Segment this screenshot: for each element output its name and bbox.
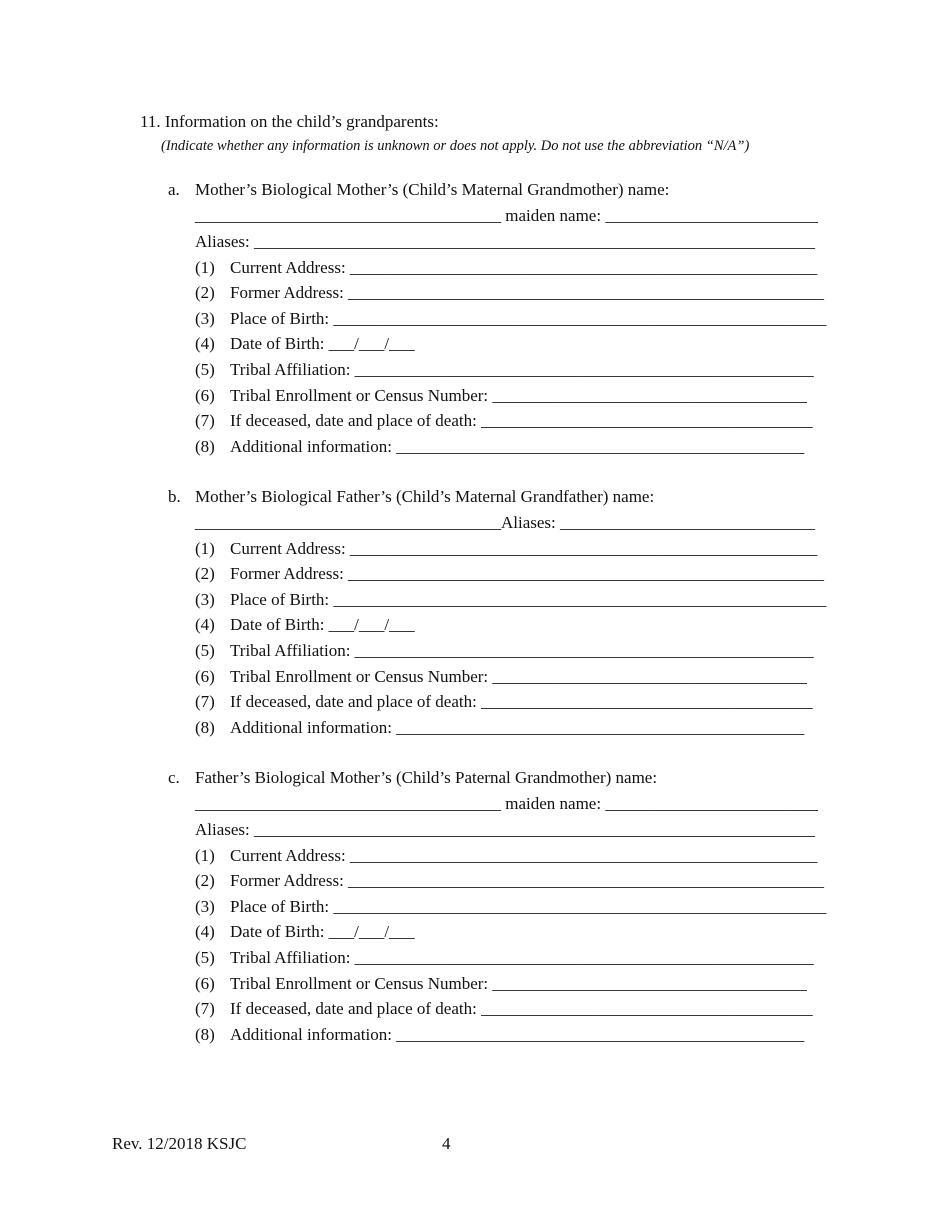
item-number: (2) [195, 564, 215, 583]
question-instructions: (Indicate whether any information is unknown or does not apply. Do not use the abbreviation “N/A”) [161, 138, 750, 154]
name-field[interactable]: ____________________________________ maiden name: _________________________ [195, 794, 818, 813]
name-aliases-field[interactable]: ____________________________________Aliases: ______________________________ [195, 513, 816, 532]
section-letter: a. [168, 180, 180, 199]
additional-info-field[interactable]: Additional information: ________________________________________________ [230, 437, 805, 456]
item-number: (6) [195, 974, 215, 993]
item-number: (5) [195, 360, 215, 379]
item-number: (8) [195, 718, 215, 737]
additional-info-field[interactable]: Additional information: ________________________________________________ [230, 1025, 805, 1044]
item-number: (5) [195, 948, 215, 967]
item-number: (7) [195, 692, 215, 711]
footer-page-number: 4 [442, 1134, 451, 1153]
item-number: (3) [195, 590, 215, 609]
aliases-field[interactable]: Aliases: __________________________________________________________________ [195, 820, 816, 839]
question-heading: 11. Information on the child’s grandparents: [140, 112, 439, 131]
date-of-birth-field[interactable]: Date of Birth: ___/___/___ [230, 615, 415, 634]
item-number: (2) [195, 871, 215, 890]
tribal-affiliation-field[interactable]: Tribal Affiliation: ______________________________________________________ [230, 641, 814, 660]
section-title: Mother’s Biological Father’s (Child’s Maternal Grandfather) name: [195, 487, 655, 506]
date-of-birth-field[interactable]: Date of Birth: ___/___/___ [230, 334, 415, 353]
tribal-enrollment-field[interactable]: Tribal Enrollment or Census Number: _____________________________________ [230, 386, 807, 405]
item-number: (6) [195, 667, 215, 686]
additional-info-field[interactable]: Additional information: ________________________________________________ [230, 718, 805, 737]
item-number: (7) [195, 999, 215, 1018]
current-address-field[interactable]: Current Address: _______________________________________________________ [230, 846, 818, 865]
item-number: (3) [195, 309, 215, 328]
former-address-field[interactable]: Former Address: ________________________________________________________ [230, 564, 825, 583]
item-number: (1) [195, 258, 215, 277]
item-number: (8) [195, 437, 215, 456]
tribal-affiliation-field[interactable]: Tribal Affiliation: ______________________________________________________ [230, 948, 814, 967]
aliases-field[interactable]: Aliases: __________________________________________________________________ [195, 232, 816, 251]
item-number: (4) [195, 615, 215, 634]
current-address-field[interactable]: Current Address: _______________________________________________________ [230, 258, 818, 277]
place-of-birth-field[interactable]: Place of Birth: __________________________________________________________ [230, 590, 827, 609]
footer-revision: Rev. 12/2018 KSJC [112, 1134, 247, 1153]
item-number: (3) [195, 897, 215, 916]
item-number: (5) [195, 641, 215, 660]
death-info-field[interactable]: If deceased, date and place of death: _______________________________________ [230, 999, 813, 1018]
item-number: (7) [195, 411, 215, 430]
item-number: (2) [195, 283, 215, 302]
place-of-birth-field[interactable]: Place of Birth: __________________________________________________________ [230, 897, 827, 916]
tribal-enrollment-field[interactable]: Tribal Enrollment or Census Number: _____________________________________ [230, 667, 807, 686]
item-number: (1) [195, 846, 215, 865]
item-number: (8) [195, 1025, 215, 1044]
tribal-affiliation-field[interactable]: Tribal Affiliation: ______________________________________________________ [230, 360, 814, 379]
section-title: Father’s Biological Mother’s (Child’s Paternal Grandmother) name: [195, 768, 658, 787]
section-letter: c. [168, 768, 180, 787]
former-address-field[interactable]: Former Address: ________________________________________________________ [230, 871, 825, 890]
death-info-field[interactable]: If deceased, date and place of death: _______________________________________ [230, 411, 813, 430]
name-field[interactable]: ____________________________________ maiden name: _________________________ [195, 206, 818, 225]
date-of-birth-field[interactable]: Date of Birth: ___/___/___ [230, 922, 415, 941]
place-of-birth-field[interactable]: Place of Birth: __________________________________________________________ [230, 309, 827, 328]
section-title: Mother’s Biological Mother’s (Child’s Maternal Grandmother) name: [195, 180, 670, 199]
item-number: (1) [195, 539, 215, 558]
item-number: (4) [195, 334, 215, 353]
death-info-field[interactable]: If deceased, date and place of death: _______________________________________ [230, 692, 813, 711]
former-address-field[interactable]: Former Address: ________________________________________________________ [230, 283, 825, 302]
tribal-enrollment-field[interactable]: Tribal Enrollment or Census Number: _____________________________________ [230, 974, 807, 993]
section-letter: b. [168, 487, 181, 506]
item-number: (4) [195, 922, 215, 941]
current-address-field[interactable]: Current Address: _______________________________________________________ [230, 539, 818, 558]
item-number: (6) [195, 386, 215, 405]
